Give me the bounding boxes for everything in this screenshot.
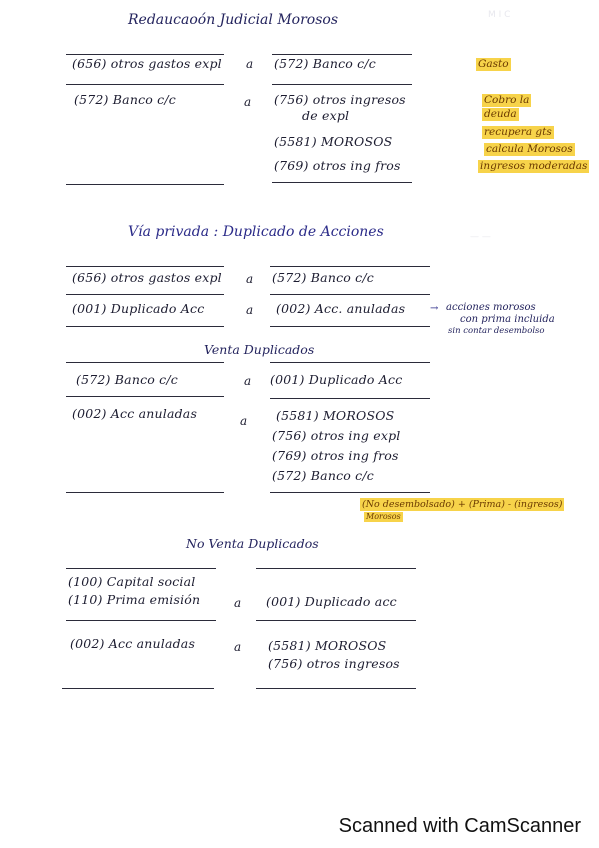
rule (272, 54, 412, 55)
credit-entry: (769) otros ing fros (272, 448, 399, 463)
rule (270, 362, 430, 363)
formula-highlight: (No desembolsado) + (Prima) - (ingresos) (362, 499, 563, 510)
rule (66, 568, 216, 569)
rule (66, 266, 224, 267)
credit-entry: (572) Banco c/c (274, 56, 376, 71)
section-title: No Venta Duplicados (186, 536, 319, 551)
credit-entry: (5581) MOROSOS (274, 134, 393, 149)
credit-entry: de expl (302, 108, 350, 123)
rule (66, 326, 224, 327)
annotation-line: acciones morosos (446, 302, 536, 313)
separator-a: a (244, 374, 252, 388)
rule (66, 362, 224, 363)
separator-a: a (234, 640, 242, 654)
note-highlight: deuda (484, 108, 517, 120)
camscanner-watermark: Scanned with CamScanner (338, 815, 581, 837)
debit-entry: (100) Capital social (68, 574, 196, 589)
note-highlight: recupera gts (484, 126, 552, 138)
credit-entry: (5581) MOROSOS (276, 408, 395, 423)
debit-entry: (002) Acc anuladas (72, 406, 198, 421)
annotation-line: con prima incluida (460, 314, 555, 325)
rule (270, 294, 430, 295)
rule (270, 398, 430, 399)
section-title: Vía privada : Duplicado de Acciones (128, 224, 384, 240)
section-title: Redaucaoón Judicial Morosos (128, 12, 339, 28)
debit-entry: (002) Acc anuladas (70, 636, 196, 651)
rule (272, 84, 412, 85)
bleed-through-text: Ⅿ Ⅰ Ⅽ (488, 10, 511, 20)
separator-a: a (240, 414, 248, 428)
credit-entry: (5581) MOROSOS (268, 638, 387, 653)
separator-a: a (246, 272, 254, 286)
debit-entry: (110) Prima emisión (68, 592, 201, 607)
credit-entry: (572) Banco c/c (272, 270, 374, 285)
rule (272, 182, 412, 183)
section-title: Venta Duplicados (204, 342, 315, 357)
debit-entry: (001) Duplicado Acc (72, 301, 205, 316)
rule (270, 326, 430, 327)
rule (66, 492, 224, 493)
annotation-line: sin contar desembolso (448, 326, 545, 336)
credit-entry: (001) Duplicado Acc (270, 372, 403, 387)
separator-a: a (234, 596, 242, 610)
rule (256, 620, 416, 621)
note-highlight: calcula Morosos (486, 143, 573, 155)
rule (62, 688, 214, 689)
rule (270, 266, 430, 267)
note-highlight: ingresos moderadas (480, 160, 588, 172)
rule (270, 492, 430, 493)
rule (66, 294, 224, 295)
separator-a: a (246, 303, 254, 317)
rule (66, 184, 224, 185)
rule (66, 396, 224, 397)
credit-entry: (756) otros ingresos (268, 656, 400, 671)
separator-a: a (244, 95, 252, 109)
credit-entry: (756) otros ingresos (274, 92, 406, 107)
debit-entry: (572) Banco c/c (76, 372, 178, 387)
rule (66, 54, 224, 55)
note-highlight: Gasto (478, 58, 509, 70)
rule (66, 620, 216, 621)
debit-entry: (572) Banco c/c (74, 92, 176, 107)
bleed-through-text: — — (470, 232, 491, 242)
formula-subnote: Morosos (366, 512, 401, 521)
debit-entry: (656) otros gastos expl (72, 270, 222, 285)
credit-entry: (756) otros ing expl (272, 428, 401, 443)
rule (66, 84, 224, 85)
rule (256, 568, 416, 569)
credit-entry: (769) otros ing fros (274, 158, 401, 173)
separator-a: a (246, 57, 254, 71)
rule (256, 688, 416, 689)
credit-entry: (002) Acc. anuladas (276, 301, 406, 316)
credit-entry: (001) Duplicado acc (266, 594, 397, 609)
note-highlight: Cobro la (484, 94, 530, 106)
credit-entry: (572) Banco c/c (272, 468, 374, 483)
debit-entry: (656) otros gastos expl (72, 56, 222, 71)
arrow-icon: → (430, 303, 439, 314)
